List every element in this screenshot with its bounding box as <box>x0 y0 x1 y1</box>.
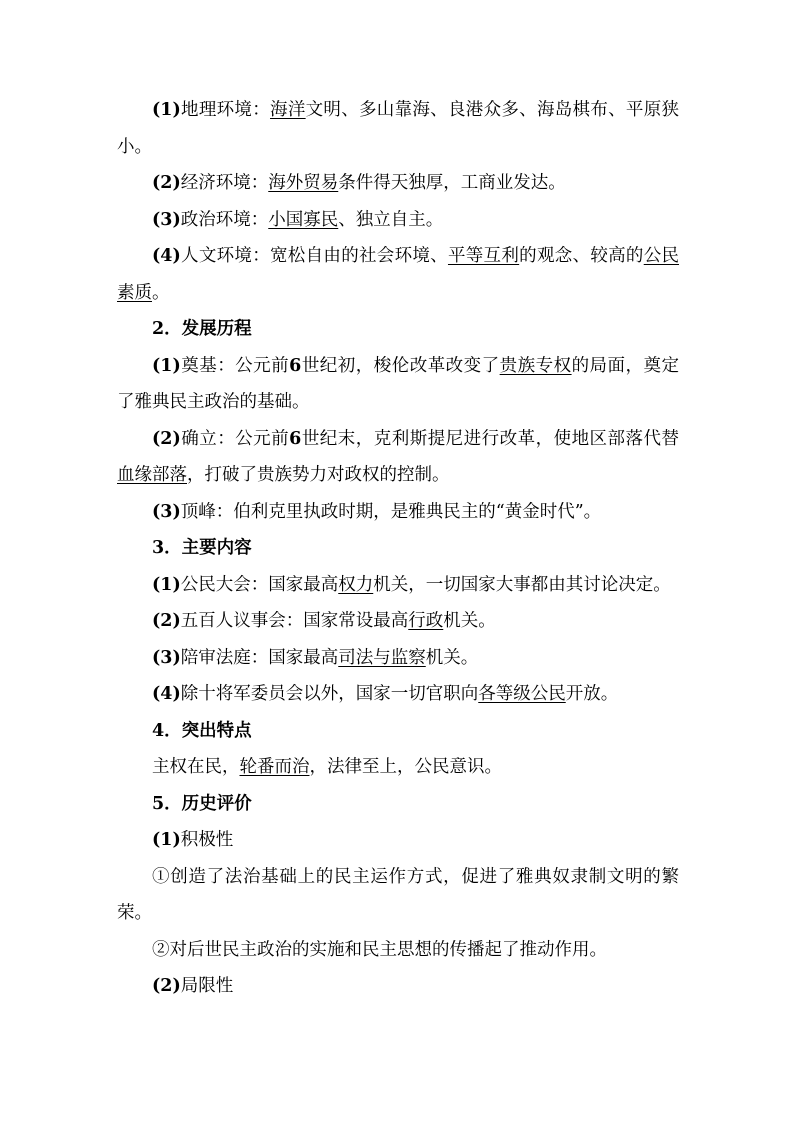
underlined-term: 平等互利 <box>447 246 520 266</box>
item-number: (1) <box>152 574 181 595</box>
section-heading <box>117 713 679 750</box>
section-heading <box>117 530 679 567</box>
text-segment: 政治环境： <box>180 209 269 230</box>
paragraph <box>117 238 679 311</box>
underlined-term: 贵族专权 <box>499 355 572 376</box>
text-segment: 。 <box>152 282 170 303</box>
text-segment: 陪审法庭：国家最高 <box>180 647 339 668</box>
text-segment: 机关。 <box>425 647 479 668</box>
paragraph <box>117 92 679 165</box>
text-segment: ，打破了贵族势力对政权的控制。 <box>187 465 450 485</box>
paragraph <box>117 640 679 677</box>
paragraph <box>117 676 679 713</box>
text-segment: 文明、多山靠海、良港众多、海岛棋布、平原狭小。 <box>117 100 680 157</box>
underlined-term: 行政 <box>408 611 444 631</box>
text-segment: 主权在民， <box>152 757 240 777</box>
item-number: (4) <box>152 246 181 266</box>
item-number: (3) <box>152 209 181 230</box>
text-segment: 4．突出特点 <box>152 720 252 741</box>
underlined-term: 公民素质 <box>117 246 680 303</box>
text-segment: 人文环境：宽松自由的社会环境、 <box>180 246 448 266</box>
item-number: (1) <box>152 830 181 850</box>
text-segment: ①创造了法治基础上的民主运作方式，促进了雅典奴隶制文明的繁荣。 <box>117 866 679 923</box>
paragraph <box>117 202 679 239</box>
item-number: (1) <box>152 355 181 376</box>
item-number: (2) <box>152 611 181 631</box>
text-segment: 确立：公元前 <box>180 428 290 449</box>
text-segment: 世纪初，梭伦改革改变了 <box>301 355 500 376</box>
text-segment: 五百人议事会：国家常设最高 <box>180 611 409 631</box>
underlined-term: 各等级公民 <box>478 684 566 704</box>
section-heading <box>117 311 679 348</box>
underlined-term: 小国寡民 <box>268 209 339 230</box>
underlined-term: 轮番而治 <box>239 757 310 777</box>
text-segment: 奠基：公元前 <box>180 355 290 376</box>
text-segment: ②对后世民主政治的实施和民主思想的传播起了推动作用。 <box>152 939 607 960</box>
item-number: (2) <box>152 173 181 193</box>
text-segment: 开放。 <box>565 684 619 704</box>
text-segment: 的观念、较高的 <box>519 246 644 266</box>
text-segment: 机关。 <box>443 611 496 631</box>
underlined-term: 海洋 <box>270 100 306 120</box>
item-number: 6 <box>289 355 302 376</box>
paragraph <box>117 603 679 640</box>
paragraph <box>117 421 679 494</box>
paragraph <box>117 968 679 1005</box>
text-segment: 除十将军委员会以外，国家一切官职向 <box>180 684 479 704</box>
text-segment: 3．主要内容 <box>152 538 252 558</box>
text-segment: 的局面，奠定了雅典民主政治的基础。 <box>117 355 679 412</box>
underlined-term: 海外贸易 <box>268 173 339 193</box>
section-heading <box>117 786 679 823</box>
paragraph <box>117 932 679 969</box>
text-segment: 地理环境： <box>180 100 271 120</box>
item-number: (3) <box>152 647 181 668</box>
paragraph <box>117 822 679 859</box>
text-segment: 经济环境： <box>180 173 269 193</box>
underlined-term: 权力 <box>338 574 374 595</box>
text-segment: ，法律至上，公民意识。 <box>309 757 502 777</box>
text-segment: 世纪末，克利斯提尼进行改革，使地区部落代替 <box>301 428 679 449</box>
text-segment: 2．发展历程 <box>152 319 252 339</box>
paragraph <box>117 749 679 786</box>
document-page <box>117 92 679 1005</box>
text-segment: 、独立自主。 <box>338 209 444 230</box>
item-number: (1) <box>152 100 181 120</box>
underlined-term: 血缘部落 <box>117 465 187 485</box>
item-number: (3) <box>152 501 181 522</box>
item-number: (2) <box>152 976 181 996</box>
text-segment: 积极性 <box>180 830 234 850</box>
text-segment: 5．历史评价 <box>152 793 252 814</box>
paragraph <box>117 567 679 604</box>
text-segment: 公民大会：国家最高 <box>180 574 339 595</box>
item-number: (2) <box>152 428 181 449</box>
text-segment: 条件得天独厚，工商业发达。 <box>338 173 566 193</box>
paragraph <box>117 859 679 932</box>
underlined-term: 司法与监察 <box>338 647 426 668</box>
paragraph <box>117 165 679 202</box>
paragraph <box>117 494 679 531</box>
text-segment: 局限性 <box>180 976 234 996</box>
item-number: 6 <box>289 428 302 449</box>
text-segment: 顶峰：伯利克里执政时期，是雅典民主的“黄金时代”。 <box>180 501 602 522</box>
paragraph <box>117 348 679 421</box>
text-segment: 机关，一切国家大事都由其讨论决定。 <box>373 574 671 595</box>
item-number: (4) <box>152 684 181 704</box>
